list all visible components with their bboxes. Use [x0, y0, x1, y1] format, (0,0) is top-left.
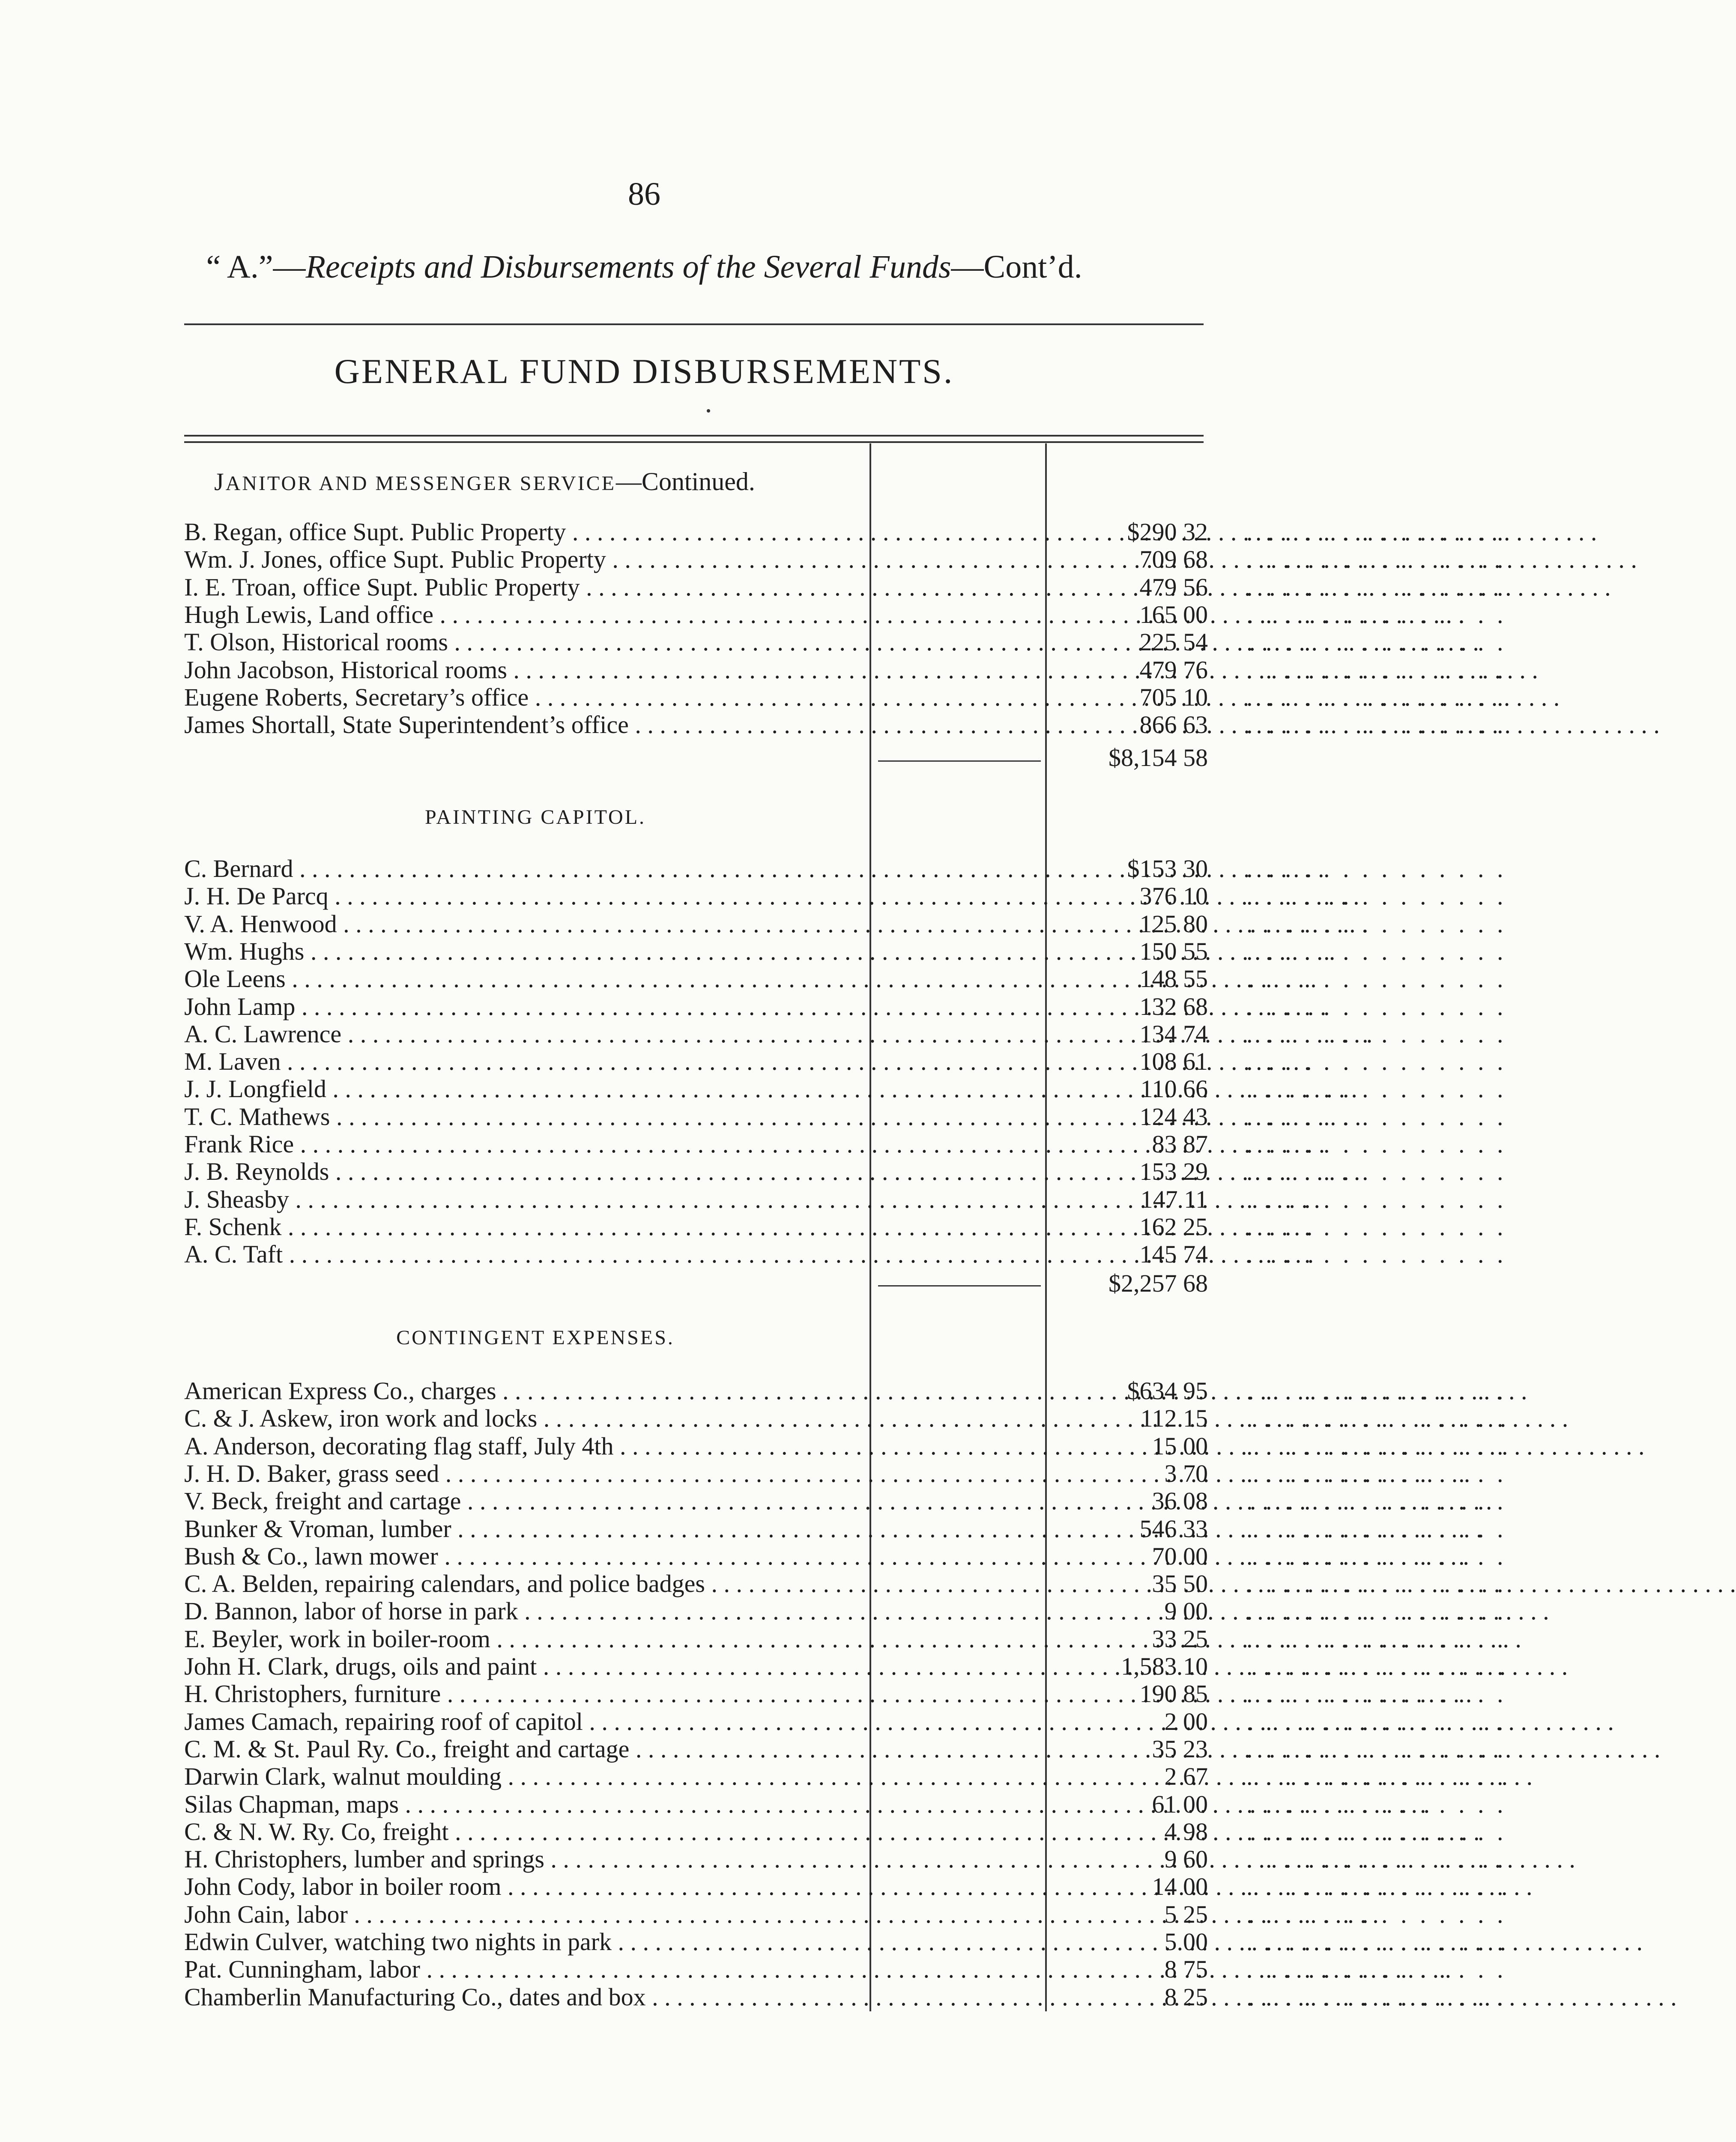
- amount: $634 95: [1127, 1377, 1208, 1405]
- payee-name: B. Regan, office Supt. Public Property . . .: [184, 518, 869, 546]
- amount: 83 87: [1152, 1130, 1208, 1158]
- payee-name: M. Laven . . .: [184, 1048, 869, 1075]
- table-row: [184, 1873, 1507, 1901]
- payee-name: J. B. Reynolds . . .: [184, 1158, 869, 1185]
- leader-dots: . . . . . . . . . . . . . .: [1246, 573, 1507, 601]
- leader-dots: . . . . . . . . . . . . . .: [1246, 1570, 1507, 1598]
- leader-dots: . . . . . . . . . . . . . .: [1246, 882, 1507, 910]
- amount: 8 25: [1164, 1983, 1208, 2011]
- double-rule-top: [184, 435, 1204, 437]
- table-row: [184, 1075, 1507, 1103]
- leader-dots: . . . . . . . . . . . . . .: [1246, 1762, 1507, 1791]
- payee-name: J. H. De Parcq . . .: [184, 883, 869, 910]
- leader-dots: . . . . . . . . . . . . . .: [1246, 1240, 1507, 1268]
- payee-name: John Cain, labor . . .: [184, 1901, 869, 1928]
- leader-dots: . . . . . . . . . . . . . .: [1246, 1900, 1507, 1928]
- amount: 4 98: [1164, 1817, 1208, 1846]
- payee-name: C. Bernard . . .: [184, 855, 869, 883]
- leader-dots: . . . . . . . . . . . . . .: [1246, 909, 1507, 938]
- amount: 705 10: [1139, 683, 1208, 711]
- leader-dots: . . . . . . . . . . . . . .: [1246, 1130, 1507, 1158]
- leader-dots: . . . . . . . . . . . . . .: [1246, 1955, 1507, 1983]
- table-row: [184, 1570, 1507, 1598]
- payee-name: V. A. Henwood . . .: [184, 910, 869, 938]
- table-row: [184, 1735, 1507, 1763]
- amount: 132 68: [1139, 992, 1208, 1020]
- leader-dots: . . . . . . . . . . . . . .: [1246, 1404, 1507, 1433]
- leader-dots: . . . . . . . . . . . . . .: [1246, 965, 1507, 993]
- leader-dots: . . . . . . . . . . . . . .: [1246, 711, 1507, 739]
- leader-dots: . . . . . . . . . . . . . .: [1246, 683, 1507, 711]
- janitor-total: $8,154 58: [1109, 744, 1208, 772]
- table-row: [184, 1185, 1507, 1213]
- amount: $153 30: [1127, 855, 1208, 883]
- amount: 2 00: [1164, 1707, 1208, 1735]
- payee-name: Bush & Co., lawn mower . . .: [184, 1543, 869, 1570]
- amount: 479 76: [1139, 655, 1208, 684]
- leader-dots: . . . . . . . . . . . . . .: [1246, 1102, 1507, 1131]
- table-row: [184, 1624, 1507, 1653]
- table-row: [184, 1900, 1507, 1928]
- leader-dots: . . . . . . . . . . . . . .: [1246, 518, 1507, 546]
- table-row: [184, 1762, 1507, 1791]
- payee-name: James Shortall, State Superintendent’s office . . .: [184, 711, 869, 739]
- payee-name: H. Christophers, lumber and springs . . .: [184, 1846, 869, 1873]
- leader-dots: . . . . . . . . . . . . . .: [1246, 1817, 1507, 1846]
- amount: 112 15: [1140, 1404, 1208, 1433]
- table-row: [184, 1652, 1507, 1680]
- payee-name: John Jacobson, Historical rooms . . .: [184, 656, 869, 684]
- amount: 61 00: [1152, 1790, 1208, 1818]
- page-number: 86: [628, 176, 660, 212]
- leader-dots: . . . . . . . . . . . . . .: [1246, 1928, 1507, 1956]
- leader-dots: . . . . . . . . . . . . . .: [1246, 1735, 1507, 1763]
- table-row: [184, 1404, 1507, 1433]
- amount: 376 10: [1139, 882, 1208, 910]
- table-row: [184, 1047, 1507, 1076]
- payee-name: Silas Chapman, maps . . .: [184, 1791, 869, 1818]
- payee-name: C. A. Belden, repairing calendars, and police badges . . .: [184, 1570, 869, 1598]
- amount: 225 54: [1139, 628, 1208, 656]
- payee-name: Darwin Clark, walnut moulding . . .: [184, 1763, 869, 1790]
- table-row: [184, 1102, 1507, 1131]
- leader-dots: . . . . . . . . . . . . . .: [1246, 1983, 1507, 2011]
- janitor-section-title: JANITOR AND MESSENGER SERVICE—Continued.: [214, 467, 755, 496]
- amount: 479 56: [1139, 573, 1208, 601]
- amount: 148 55: [1139, 965, 1208, 993]
- leader-dots: . . . . . . . . . . . . . .: [1246, 1377, 1507, 1405]
- table-row: [184, 545, 1507, 574]
- amount: 9 00: [1164, 1597, 1208, 1625]
- payee-name: C. & J. Askew, iron work and locks . . .: [184, 1405, 869, 1432]
- payee-name: I. E. Troan, office Supt. Public Property . . .: [184, 574, 869, 601]
- table-row: [184, 1514, 1507, 1543]
- payee-name: C. M. & St. Paul Ry. Co., freight and cartage . . .: [184, 1735, 869, 1763]
- payee-name: Ole Leens . . .: [184, 965, 869, 993]
- payee-name: J. H. D. Baker, grass seed . . .: [184, 1460, 869, 1487]
- double-rule-bottom: [184, 441, 1204, 443]
- amount: 14 00: [1152, 1873, 1208, 1901]
- payee-name: Eugene Roberts, Secretary’s office . . .: [184, 684, 869, 711]
- leader-dots: . . . . . . . . . . . . . .: [1246, 1459, 1507, 1487]
- payee-name: American Express Co., charges . . .: [184, 1377, 869, 1405]
- painting-total: $2,257 68: [1109, 1269, 1208, 1297]
- table-row: [184, 1487, 1507, 1515]
- payee-name: D. Bannon, labor of horse in park . . .: [184, 1598, 869, 1625]
- payee-name: John Cody, labor in boiler room . . .: [184, 1873, 869, 1900]
- leader-dots: . . . . . . . . . . . . . .: [1246, 1158, 1507, 1186]
- table-row: [184, 573, 1507, 601]
- title-italic: Receipts and Disbursements of the Several Funds: [305, 249, 951, 285]
- leader-dots: . . . . . . . . . . . . . .: [1246, 1680, 1507, 1708]
- title-suffix: —Cont’d.: [951, 249, 1082, 285]
- table-row: [184, 937, 1507, 965]
- heading-dot: [707, 409, 710, 413]
- leader-dots: . . . . . . . . . . . . . .: [1246, 1790, 1507, 1818]
- contingent-section-title: CONTINGENT EXPENSES.: [396, 1326, 675, 1349]
- payee-name: J. J. Longfield . . .: [184, 1075, 869, 1103]
- table-row: [184, 1845, 1507, 1873]
- table-row: [184, 965, 1507, 993]
- amount: 190 85: [1139, 1680, 1208, 1708]
- amount: 145 74: [1139, 1240, 1208, 1268]
- leader-dots: . . . . . . . . . . . . . .: [1246, 855, 1507, 883]
- table-row: [184, 1707, 1507, 1735]
- table-row: [184, 1790, 1507, 1818]
- janitor-subtotal-rule: [878, 760, 1041, 762]
- amount: 165 00: [1139, 600, 1208, 628]
- amount: 134 74: [1139, 1020, 1208, 1048]
- page-title: [0, 248, 1288, 286]
- amount: 8 75: [1164, 1955, 1208, 1983]
- table-row: [184, 711, 1507, 739]
- leader-dots: . . . . . . . . . . . . . .: [1246, 1514, 1507, 1543]
- payee-name: Wm. J. Jones, office Supt. Public Property . . .: [184, 546, 869, 573]
- payee-name: Pat. Cunningham, labor . . .: [184, 1956, 869, 1983]
- leader-dots: . . . . . . . . . . . . . .: [1246, 1432, 1507, 1460]
- table-row: [184, 683, 1507, 711]
- table-row: [184, 600, 1507, 628]
- table-row: [184, 992, 1507, 1020]
- amount: 2 67: [1164, 1762, 1208, 1791]
- table-row: [184, 1377, 1507, 1405]
- payee-name: Chamberlin Manufacturing Co., dates and box . . .: [184, 1983, 869, 2011]
- amount: 5 25: [1164, 1900, 1208, 1928]
- leader-dots: . . . . . . . . . . . . . .: [1246, 545, 1507, 574]
- amount: 108 61: [1139, 1047, 1208, 1076]
- table-row: [184, 518, 1507, 546]
- table-row: [184, 1597, 1507, 1625]
- leader-dots: . . . . . . . . . . . . . .: [1246, 992, 1507, 1020]
- table-row: [184, 909, 1507, 938]
- payee-name: Frank Rice . . .: [184, 1131, 869, 1158]
- payee-name: James Camach, repairing roof of capitol . . .: [184, 1708, 869, 1735]
- payee-name: Hugh Lewis, Land office . . .: [184, 601, 869, 628]
- leader-dots: . . . . . . . . . . . . . .: [1246, 1624, 1507, 1653]
- leader-dots: . . . . . . . . . . . . . .: [1246, 1845, 1507, 1873]
- amount: 35 50: [1152, 1570, 1208, 1598]
- leader-dots: . . . . . . . . . . . . . .: [1246, 1597, 1507, 1625]
- table-row: [184, 1212, 1507, 1241]
- leader-dots: . . . . . . . . . . . . . .: [1246, 937, 1507, 965]
- payee-name: A. Anderson, decorating flag staff, July 4th . . .: [184, 1433, 869, 1460]
- amount: 15 00: [1152, 1432, 1208, 1460]
- payee-name: J. Sheasby . . .: [184, 1186, 869, 1213]
- leader-dots: . . . . . . . . . . . . . .: [1246, 1707, 1507, 1735]
- amount: $290 32: [1127, 518, 1208, 546]
- leader-dots: . . . . . . . . . . . . . .: [1246, 1542, 1507, 1570]
- table-row: [184, 855, 1507, 883]
- payee-name: A. C. Taft . . .: [184, 1241, 869, 1268]
- amount: 3 70: [1164, 1459, 1208, 1487]
- amount: 709 68: [1139, 545, 1208, 574]
- amount: 33 25: [1152, 1624, 1208, 1653]
- amount: 9 60: [1164, 1845, 1208, 1873]
- table-row: [184, 655, 1507, 684]
- table-row: [184, 882, 1507, 910]
- payee-name: Wm. Hughs . . .: [184, 938, 869, 965]
- table-row: [184, 1020, 1507, 1048]
- leader-dots: . . . . . . . . . . . . . .: [1246, 1212, 1507, 1241]
- table-row: [184, 1680, 1507, 1708]
- table-row: [184, 1459, 1507, 1487]
- leader-dots: . . . . . . . . . . . . . .: [1246, 600, 1507, 628]
- amount: 125 80: [1139, 909, 1208, 938]
- table-row: [184, 1983, 1507, 2011]
- table-row: [184, 1928, 1507, 1956]
- payee-name: T. C. Mathews . . .: [184, 1103, 869, 1131]
- payee-name: John H. Clark, drugs, oils and paint . . .: [184, 1653, 869, 1680]
- leader-dots: . . . . . . . . . . . . . .: [1246, 1487, 1507, 1515]
- table-row: [184, 1240, 1507, 1268]
- leader-dots: . . . . . . . . . . . . . .: [1246, 1652, 1507, 1680]
- table-row: [184, 1130, 1507, 1158]
- title-rule: [184, 323, 1204, 325]
- table-row: [184, 1955, 1507, 1983]
- amount: 36 08: [1152, 1487, 1208, 1515]
- amount: 124 43: [1139, 1102, 1208, 1131]
- title-prefix: “ A.”—: [206, 249, 306, 285]
- payee-name: T. Olson, Historical rooms . . .: [184, 628, 869, 656]
- amount: 150 55: [1139, 937, 1208, 965]
- table-row: [184, 1542, 1507, 1570]
- amount: 110 66: [1140, 1075, 1208, 1103]
- table-row: [184, 1817, 1507, 1846]
- amount: 35 23: [1152, 1735, 1208, 1763]
- payee-name: John Lamp . . .: [184, 993, 869, 1020]
- table-row: [184, 628, 1507, 656]
- payee-name: C. & N. W. Ry. Co, freight . . .: [184, 1818, 869, 1846]
- leader-dots: . . . . . . . . . . . . . .: [1246, 628, 1507, 656]
- payee-name: V. Beck, freight and cartage . . .: [184, 1487, 869, 1515]
- amount: 147 11: [1140, 1185, 1208, 1213]
- table-row: [184, 1432, 1507, 1460]
- leader-dots: . . . . . . . . . . . . . .: [1246, 655, 1507, 684]
- painting-section-title: PAINTING CAPITOL.: [424, 806, 646, 829]
- amount: 70 00: [1152, 1542, 1208, 1570]
- amount: 866 63: [1139, 711, 1208, 739]
- amount: 153 29: [1139, 1158, 1208, 1186]
- payee-name: Bunker & Vroman, lumber . . .: [184, 1515, 869, 1543]
- leader-dots: . . . . . . . . . . . . . .: [1246, 1020, 1507, 1048]
- amount: 1,583 10: [1121, 1652, 1208, 1680]
- leader-dots: . . . . . . . . . . . . . .: [1246, 1185, 1507, 1213]
- painting-subtotal-rule: [878, 1285, 1041, 1286]
- leader-dots: . . . . . . . . . . . . . .: [1246, 1075, 1507, 1103]
- payee-name: F. Schenk . . .: [184, 1213, 869, 1241]
- payee-name: H. Christophers, furniture . . .: [184, 1680, 869, 1708]
- section-heading: GENERAL FUND DISBURSEMENTS.: [334, 352, 954, 391]
- leader-dots: . . . . . . . . . . . . . .: [1246, 1873, 1507, 1901]
- payee-name: E. Beyler, work in boiler-room . . .: [184, 1625, 869, 1653]
- amount: 5 00: [1164, 1928, 1208, 1956]
- payee-name: A. C. Lawrence . . .: [184, 1020, 869, 1048]
- table-row: [184, 1158, 1507, 1186]
- amount: 162 25: [1139, 1212, 1208, 1241]
- amount: 546 33: [1139, 1514, 1208, 1543]
- payee-name: Edwin Culver, watching two nights in park . . .: [184, 1928, 869, 1956]
- leader-dots: . . . . . . . . . . . . . .: [1246, 1047, 1507, 1076]
